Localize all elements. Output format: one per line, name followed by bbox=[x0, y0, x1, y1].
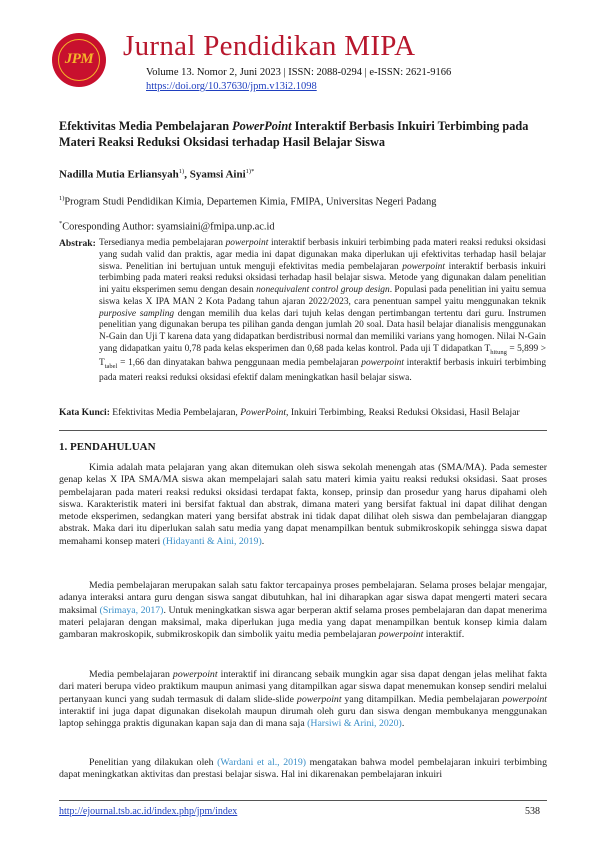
article-title-part2: Interaktif Berbasis Inkuiri Terbimbing pada Materi Reaksi Reduksi Oksidasi terhadap Hasil Belajar Siswa bbox=[59, 119, 529, 149]
para-seg: . bbox=[261, 535, 265, 547]
abstract-italic: powerpoint bbox=[225, 238, 269, 248]
abstract-seg: = 5,899 > T bbox=[99, 343, 546, 369]
page-number: 538 bbox=[525, 806, 540, 817]
author-separator: , bbox=[184, 168, 190, 181]
corresponding-author bbox=[59, 220, 275, 232]
paragraph-4 bbox=[59, 757, 547, 782]
journal-title: Jurnal Pendidikan MIPA bbox=[123, 30, 416, 62]
abstract-seg: interaktif berbasis inkuiri terbimbing pada materi reaksi reduksi oksidasi efektif dalam meningkatkan hasil belajar siswa. bbox=[99, 358, 547, 383]
abstract-seg: interaktif berbasis inkuiri terbimbing pada materi reaksi reduksi oksidasi terhadap hasil belajar siswa. Metode yang digunakan dalam penelitian ini yaitu eksperimen semu dengan desain bbox=[99, 261, 546, 295]
para-seg: Kimia adalah mata pelajaran yang akan ditemukan oleh siswa sekolah menengah atas (SMA/MA). Pada semester genap kelas X IPA SMA/MA siswa akan mempelajari salah satu materi kimia yaitu reaksi reduksi oksidasi. Saat proses pembelajaran pada materi reaksi reduksi oksidasi terdapat fakta, konsep, prinsip dan prosedur yang harus dipahami oleh siswa. Karakteristik materi ini bersifat faktual dan abstrak, dimana materi yang bersifat faktual ini dapat dilihat dengan metode eksperimen, sedangkan materi yang bersifat abstrak ini tidak dapat dilihat oleh siswa dan pembelajaran dianggap abstrak. Maka dari itu diperlukan salah satu media yang dapat menampilkan bentuk submikroskopik sehingga siswa dapat memahami konsep materi bbox=[59, 462, 547, 547]
citation-link[interactable]: (Wardani et al., 2019) bbox=[217, 757, 307, 768]
corresponding-text: Coresponding Author: syamsiaini@fmipa.unp.ac.id bbox=[62, 221, 275, 233]
para-seg: yang ditampilkan. Media pembelajaran bbox=[341, 693, 503, 705]
para-seg: . Untuk meningkatkan siswa agar berperan aktif selama proses pembelajaran dan dapat menerima materi pelajaran dengan maksimal, maka diperlukan juga media yang dapat menampilkan bentuk konsep kimia dalam gambaran makroskopik, submikroskopik dan simbolik yaitu media pembelajaran bbox=[59, 604, 547, 641]
abstract-italic: purposive sampling bbox=[99, 308, 175, 319]
logo-text: JPM bbox=[64, 51, 94, 67]
abstract-seg: dengan memilih dua kelas dari tujuh kelas dengan pertimbangan tertentu dari guru. Instrumen penelitian yang digunakan berupa tes pilihan ganda dengan jumlah 20 soal. Data hasil belajar dianalisis menggunakan N-Gain dan Uji T karena data yang didapatkan berdistribusi normal dan memiliki varians yang homogen. Nilai N-Gain yang didapatkan yaitu 0,78 pada kelas eksperimen dan 0,68 pada kelas kontrol. Pada uji T didapatkan T bbox=[99, 308, 547, 354]
affiliation bbox=[59, 195, 436, 207]
para-seg: interaktif ini juga dapat digunakan disekolah maupun dirumah oleh guru dan siswa dengan membukanya menggunakan laptop sehingga praktis digunakan kapan saja dan di mana saja bbox=[59, 705, 547, 730]
affiliation-mark: 1) bbox=[59, 195, 65, 202]
abstract-seg: . Populasi pada penelitian ini yaitu semua siswa kelas X IPA MAN 2 Kota Padang tahun ajaran 2022/2023, cara penentuan sampel yaitu menggunakan teknik bbox=[99, 285, 546, 307]
abstract-italic: powerpoint bbox=[361, 358, 404, 369]
abstract-seg: = 1,66 dan dinyatakan bahwa penggunaan media pembelajaran bbox=[117, 358, 362, 369]
keywords-seg: , Inkuiri Terbimbing, Reaksi Reduksi Oksidasi, Hasil Belajar bbox=[286, 407, 520, 418]
abstract-seg: Tersedianya media pembelajaran bbox=[99, 238, 226, 248]
abstract-label: Abstrak: bbox=[59, 238, 96, 249]
author-2: Syamsi Aini bbox=[189, 168, 246, 181]
abstract-italic: nonequivalent control group design bbox=[256, 285, 390, 295]
paragraph-1 bbox=[59, 462, 547, 548]
para-seg: Penelitian yang dilakukan oleh bbox=[89, 757, 218, 768]
abstract-seg: interaktif berbasis inkuiri terbimbing pada materi reaksi reduksi oksidasi yang sudah valid dan praktis, agar media ini dapat digunakan maka diperlukan uji efektivitas terhadap hasil belajar siswa. Penelitian ini bertujuan untuk menguji efektivitas media pembelajaran bbox=[99, 238, 546, 272]
keywords-label: Kata Kunci: bbox=[59, 407, 110, 418]
para-seg: interaktif ini dirancang sebaik mungkin agar sisa dapat dengan jelas melihat fakta dari materi berupa video praktikum maupun animasi yang ditampilkan agar siswa dapat menemukan konsep sendiri melalui pertanyaan kunci yang sudah termasuk di dalam slide-slide bbox=[59, 669, 547, 705]
article-title bbox=[59, 118, 559, 150]
divider bbox=[59, 430, 547, 431]
para-seg: mengatakan bahwa model pembelajaran inkuiri terbimbing dapat meningkatkan aktivitas dan prestasi belajar siswa. Hal ini dikarenakan pembelajaran inkuiri bbox=[59, 757, 547, 781]
para-italic: powerpoint bbox=[502, 693, 547, 705]
section-heading: 1. PENDAHULUAN bbox=[59, 441, 156, 453]
para-italic: powerpoint bbox=[172, 669, 218, 680]
footer-divider bbox=[59, 800, 547, 801]
para-italic: powerpoint bbox=[378, 629, 424, 641]
article-title-italic: PowerPoint bbox=[232, 119, 292, 133]
keywords-seg: Efektivitas Media Pembelajaran, bbox=[109, 407, 241, 418]
abstract-subscript: hitung bbox=[490, 348, 507, 356]
author-list bbox=[59, 168, 254, 181]
keywords bbox=[59, 407, 559, 418]
doi-link[interactable]: https://doi.org/10.37630/jpm.v13i2.1098 bbox=[146, 81, 317, 92]
keywords-italic: PowerPoint bbox=[240, 407, 287, 418]
citation-link[interactable]: (Harsiwi & Arini, 2020) bbox=[307, 718, 402, 730]
paragraph-2 bbox=[59, 580, 547, 641]
para-seg: . bbox=[401, 718, 405, 730]
para-seg: interaktif. bbox=[423, 629, 465, 641]
para-seg: Media pembelajaran bbox=[89, 669, 173, 680]
footer-journal-link[interactable]: http://ejournal.tsb.ac.id/index.php/jpm/index bbox=[59, 806, 238, 817]
journal-issue-info: Volume 13. Nomor 2, Juni 2023 | ISSN: 2088-0294 | e-ISSN: 2621-9166 bbox=[146, 67, 452, 78]
abstract-subscript: tabel bbox=[104, 363, 118, 371]
affiliation-text: Program Studi Pendidikan Kimia, Departemen Kimia, FMIPA, Universitas Negeri Padang bbox=[64, 196, 437, 208]
author-1: Nadilla Mutia Erliansyah bbox=[59, 168, 179, 181]
para-seg: Media pembelajaran merupakan salah satu faktor tercapainya proses pembelajaran. Selama proses belajar mengajar, adanya interaksi antara guru dengan siswa sangat dibutuhkan, hal ini diharapkan agar siswa dapat mengerti materi secara maksimal bbox=[59, 580, 547, 616]
abstract-text bbox=[99, 238, 546, 385]
para-italic: powerpoint bbox=[296, 693, 342, 705]
corresponding-mark: * bbox=[59, 220, 63, 227]
paragraph-3 bbox=[59, 669, 547, 730]
author-2-mark: 1)* bbox=[245, 168, 255, 175]
article-title-part1: Efektivitas Media Pembelajaran bbox=[59, 119, 233, 133]
author-1-mark: 1) bbox=[178, 168, 185, 175]
citation-link[interactable]: (Srimaya, 2017) bbox=[99, 604, 164, 616]
abstract-italic: powerpoint bbox=[402, 261, 445, 272]
citation-link[interactable]: (Hidayanti & Aini, 2019) bbox=[162, 535, 262, 547]
